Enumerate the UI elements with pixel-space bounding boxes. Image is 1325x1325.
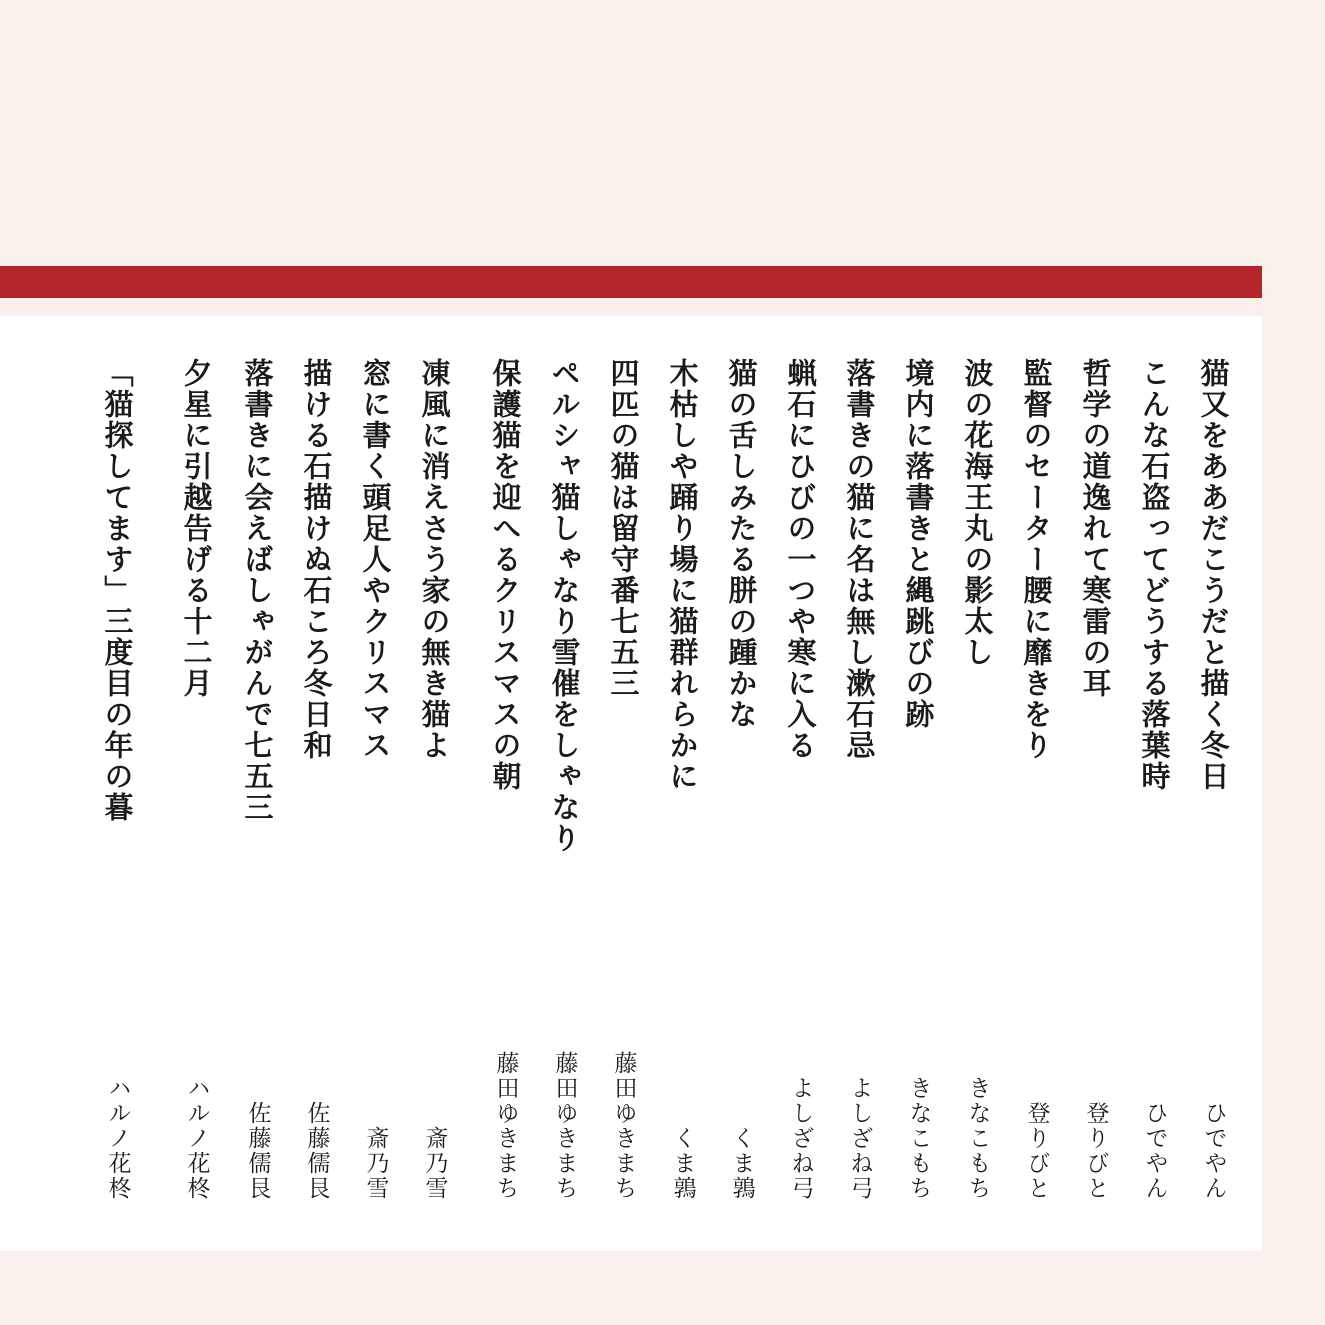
haiku-panel xyxy=(0,316,1262,1251)
haiku-entry xyxy=(166,316,226,1251)
author-name: 佐藤儒艮 xyxy=(303,1101,330,1201)
author-name: きなこもち xyxy=(905,1076,932,1201)
haiku-text: 保護猫を迎へるクリスマスの朝 xyxy=(488,358,523,792)
haiku-entry xyxy=(87,316,147,1251)
haiku-text: 波の花海王丸の影太し xyxy=(960,358,995,668)
haiku-text: 落書きの猫に名は無し漱石忌 xyxy=(842,358,877,761)
haiku-entry xyxy=(1124,316,1184,1251)
haiku-text: 監督のセーター腰に靡きをり xyxy=(1019,358,1054,761)
header-band xyxy=(0,266,1262,298)
haiku-entry xyxy=(286,316,346,1251)
haiku-entry xyxy=(652,316,712,1251)
author-name: 藤田ゆきまち xyxy=(492,1051,519,1201)
author-name: ひでやん xyxy=(1200,1101,1227,1201)
author-name: ハルノ花柊 xyxy=(104,1076,131,1201)
author-name: 登りびと xyxy=(1023,1101,1050,1201)
haiku-entry xyxy=(1006,316,1066,1251)
haiku-text: 窓に書く頭足人やクリスマス xyxy=(358,358,393,761)
author-name: 佐藤儒艮 xyxy=(244,1101,271,1201)
haiku-text: 描ける石描けぬ石ころ冬日和 xyxy=(299,358,334,761)
haiku-entry xyxy=(227,316,287,1251)
author-name: ひでやん xyxy=(1141,1101,1168,1201)
haiku-entry xyxy=(404,316,464,1251)
haiku-entry xyxy=(475,316,535,1251)
haiku-text: 境内に落書きと縄跳びの跡 xyxy=(901,358,936,730)
haiku-entry xyxy=(593,316,653,1251)
author-name: 藤田ゆきまち xyxy=(551,1051,578,1201)
haiku-text: 凍風に消えさう家の無き猫よ xyxy=(417,358,452,761)
author-name: ハルノ花柊 xyxy=(183,1076,210,1201)
haiku-entry xyxy=(829,316,889,1251)
author-name: きなこもち xyxy=(964,1076,991,1201)
author-name: くま鶉 xyxy=(669,1126,696,1201)
haiku-entry xyxy=(711,316,771,1251)
haiku-text: 猫又をああだこうだと描く冬日 xyxy=(1196,358,1231,792)
author-name: 登りびと xyxy=(1082,1101,1109,1201)
author-name: 斎乃雪 xyxy=(362,1126,389,1201)
haiku-text: 哲学の道逸れて寒雷の耳 xyxy=(1078,358,1113,699)
haiku-text: 猫の舌しみたる胼の踵かな xyxy=(724,358,759,730)
author-name: くま鶉 xyxy=(728,1126,755,1201)
haiku-text: 「猫探してます」三度目の年の暮 xyxy=(100,358,135,823)
haiku-text: 夕星に引越告げる十二月 xyxy=(179,358,214,699)
author-name: よしざね弓 xyxy=(846,1076,873,1201)
haiku-entry xyxy=(534,316,594,1251)
haiku-entry xyxy=(345,316,405,1251)
haiku-entry xyxy=(888,316,948,1251)
haiku-entry xyxy=(1065,316,1125,1251)
haiku-text: 蝋石にひびの一つや寒に入る xyxy=(783,358,818,761)
haiku-text: ペルシャ猫しゃなり雪催をしゃなり xyxy=(547,358,582,854)
haiku-entry xyxy=(947,316,1007,1251)
haiku-text: 落書きに会えばしゃがんで七五三 xyxy=(240,358,275,823)
author-name: よしざね弓 xyxy=(787,1076,814,1201)
haiku-entry xyxy=(770,316,830,1251)
haiku-text: こんな石盗ってどうする落葉時 xyxy=(1137,358,1172,792)
haiku-entry xyxy=(1183,316,1243,1251)
author-name: 藤田ゆきまち xyxy=(610,1051,637,1201)
haiku-text: 木枯しや踊り場に猫群れらかに xyxy=(665,358,700,792)
author-name: 斎乃雪 xyxy=(421,1126,448,1201)
haiku-text: 四匹の猫は留守番七五三 xyxy=(606,358,641,699)
